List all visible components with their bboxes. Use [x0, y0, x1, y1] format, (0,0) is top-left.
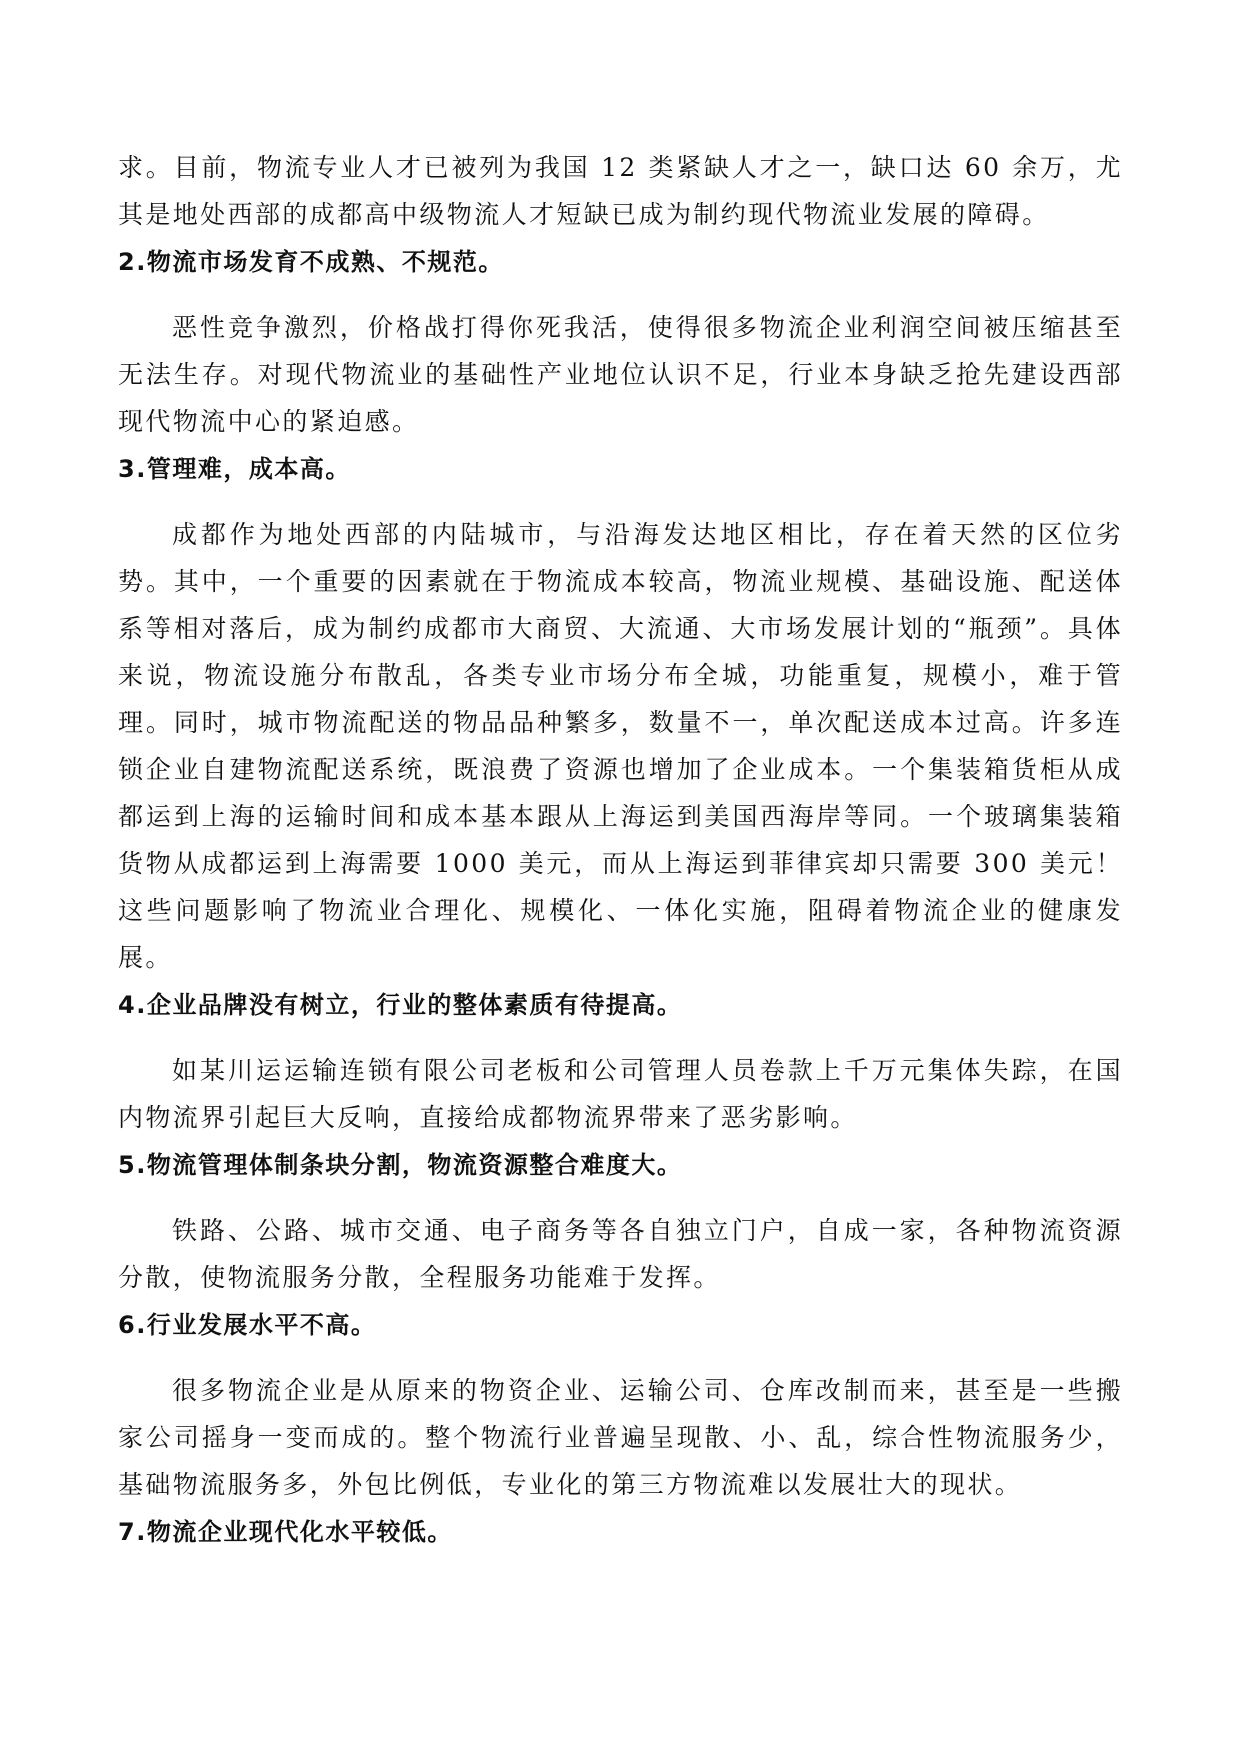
document-page — [118, 144, 1123, 1556]
section-heading-4: 4.企业品牌没有树立，行业的整体素质有待提高。 — [118, 991, 683, 1019]
section-heading-6: 6.行业发展水平不高。 — [118, 1311, 377, 1339]
paragraph-management: 铁路、公路、城市交通、电子商务等各自独立门户，自成一家，各种物流资源分散，使物流服务分散，全程服务功能难于发挥。 — [118, 1216, 1123, 1292]
section-heading-7: 7.物流企业现代化水平较低。 — [118, 1518, 453, 1546]
paragraph-market: 恶性竞争激烈，价格战打得你死我活，使得很多物流企业利润空间被压缩甚至无法生存。对现代物流业的基础性产业地位认识不足，行业本身缺乏抢先建设西部现代物流中心的紧迫感。 — [118, 313, 1123, 436]
paragraph-industry-level: 很多物流企业是从原来的物资企业、运输公司、仓库改制而来，甚至是一些搬家公司摇身一变而成的。整个物流行业普遍呈现散、小、乱，综合性物流服务少，基础物流服务多，外包比例低，专业化的第三方物流难以发展壮大的现状。 — [118, 1376, 1123, 1499]
section-heading-5: 5.物流管理体制条块分割，物流资源整合难度大。 — [118, 1151, 683, 1179]
paragraph-continuation: 求。目前，物流专业人才已被列为我国 12 类紧缺人才之一，缺口达 60 余万，尤其是地处西部的成都高中级物流人才短缺已成为制约现代物流业发展的障碍。 — [118, 153, 1123, 229]
paragraph-cost: 成都作为地处西部的内陆城市，与沿海发达地区相比，存在着天然的区位劣势。其中，一个重要的因素就在于物流成本较高，物流业规模、基础设施、配送体系等相对落后，成为制约成都市大商贸、大流通、大市场发展计划的“瓶颈”。具体来说，物流设施分布散乱，各类专业市场分布全城，功能重复，规模小，难于管理。同时，城市物流配送的物品品种繁多，数量不一，单次配送成本过高。许多连锁企业自建物流配送系统，既浪费了资源也增加了企业成本。一个集装箱货柜从成都运到上海的运输时间和成本基本跟从上海运到美国西海岸等同。一个玻璃集装箱货物从成都运到上海需要 1000 美元，而从上海运到菲律宾却只需要 300 美元！这些问题影响了物流业合理化、规模化、一体化实施，阻碍着物流企业的健康发展。 — [118, 520, 1123, 972]
section-heading-2: 2.物流市场发育不成熟、不规范。 — [118, 248, 504, 276]
section-heading-3: 3.管理难，成本高。 — [118, 455, 351, 483]
paragraph-brand: 如某川运运输连锁有限公司老板和公司管理人员卷款上千万元集体失踪，在国内物流界引起巨大反响，直接给成都物流界带来了恶劣影响。 — [118, 1056, 1123, 1132]
